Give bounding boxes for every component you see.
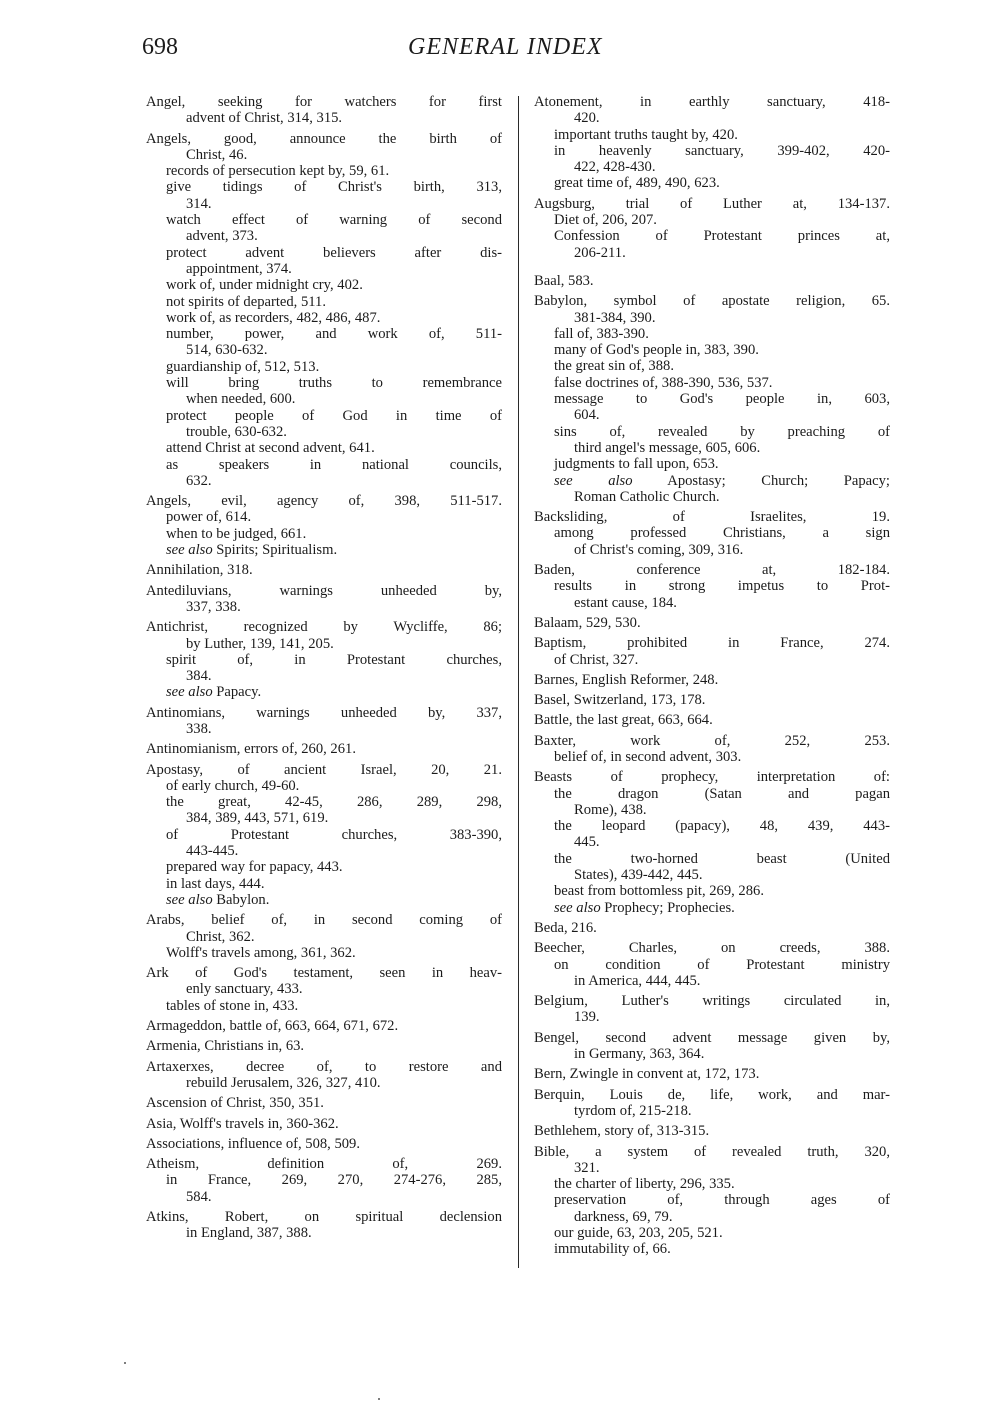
page-title: GENERAL INDEX: [408, 34, 603, 60]
index-subline: among professed Christians, a sign: [554, 525, 890, 542]
index-entry: [534, 1123, 890, 1139]
index-subline: in last days, 444.: [166, 875, 265, 892]
index-subline: the great sin of, 388.: [554, 358, 674, 375]
index-subline: of Protestant churches, 383-390,: [166, 826, 502, 843]
index-entry: [534, 692, 890, 708]
index-heading-line: Ark of God's testament, seen in heav-: [146, 965, 502, 982]
index-subline: 338.: [186, 720, 212, 737]
index-subline: Rome), 438.: [574, 801, 647, 818]
index-heading-line: Baden, conference at, 182-184.: [534, 562, 890, 579]
index-heading-line: Antinomians, warnings unheeded by, 337,: [146, 704, 502, 721]
index-subline: important truths taught by, 420.: [554, 126, 738, 143]
index-entry: [534, 1087, 890, 1120]
index-subline: 584.: [186, 1188, 212, 1205]
index-subline: Wolff's travels among, 361, 362.: [166, 944, 356, 961]
index-subline: guardianship of, 512, 513.: [166, 358, 320, 375]
index-subline: appointment, 374.: [186, 260, 292, 277]
index-subline: the dragon (Satan and pagan: [554, 785, 890, 802]
index-heading-line: Asia, Wolff's travels in, 360-362.: [146, 1115, 339, 1132]
index-entry: [534, 509, 890, 558]
index-subline: Roman Catholic Church.: [574, 488, 720, 505]
index-subline: 514, 630-632.: [186, 342, 268, 359]
index-subline: our guide, 63, 203, 205, 521.: [554, 1225, 723, 1241]
index-subline: of Christ's coming, 309, 316.: [574, 541, 744, 558]
index-subline: the charter of liberty, 296, 335.: [554, 1176, 735, 1193]
index-entry: [146, 965, 502, 1014]
index-subline: as speakers in national councils,: [166, 456, 502, 473]
index-entry: [146, 131, 502, 490]
index-subline: advent, 373.: [186, 228, 258, 245]
index-heading-line: Antinomianism, errors of, 260, 261.: [146, 741, 356, 758]
index-subline: see also Prophecy; Prophecies.: [554, 899, 735, 916]
index-entry: [146, 583, 502, 616]
index-subline: 604.: [574, 407, 600, 424]
index-heading-line: Bern, Zwingle in convent at, 172, 173.: [534, 1066, 760, 1083]
index-entry: [534, 920, 890, 936]
index-heading-line: Angel, seeking for watchers for first: [146, 94, 502, 110]
index-entry: [534, 1066, 890, 1082]
index-heading-line: Bible, a system of revealed truth, 320,: [534, 1143, 890, 1160]
index-subline: work of, under midnight cry, 402.: [166, 277, 363, 294]
see-also-label: see also: [166, 891, 213, 908]
index-subline: 321.: [574, 1159, 600, 1176]
index-subline: 445.: [574, 834, 600, 851]
speck: [124, 1362, 126, 1364]
index-subline: when to be judged, 661.: [166, 525, 307, 542]
index-heading-line: Atkins, Robert, on spiritual declension: [146, 1209, 502, 1225]
index-subline: watch effect of warning of second: [166, 212, 502, 229]
index-subline: 443-445.: [186, 843, 239, 860]
index-heading-line: Associations, influence of, 508, 509.: [146, 1135, 361, 1152]
index-entry: [146, 493, 502, 558]
index-entry: [534, 672, 890, 688]
index-subline: prepared way for papacy, 443.: [166, 859, 343, 876]
index-subline: advent of Christ, 314, 315.: [186, 110, 343, 127]
index-subline: in Germany, 363, 364.: [574, 1046, 705, 1063]
index-subline: will bring truths to remembrance: [166, 375, 502, 392]
index-entry: [534, 94, 890, 192]
index-entry: [534, 1144, 890, 1258]
index-heading-line: Bethlehem, story of, 313-315.: [534, 1123, 710, 1140]
index-subline: number, power, and work of, 511-: [166, 326, 502, 343]
index-entry: [534, 712, 890, 728]
index-heading-line: Berquin, Louis de, life, work, and mar-: [534, 1086, 890, 1103]
index-heading-line: Beasts of prophecy, interpretation of:: [534, 769, 890, 786]
index-heading-line: Baptism, prohibited in France, 274.: [534, 635, 890, 652]
page-number: 698: [142, 34, 178, 60]
index-subline: spirit of, in Protestant churches,: [166, 651, 502, 668]
index-subline: see also Spirits; Spiritualism.: [166, 542, 338, 559]
index-heading-line: Armenia, Christians in, 63.: [146, 1038, 305, 1055]
index-subline: when needed, 600.: [186, 391, 296, 408]
index-subline: fall of, 383-390.: [554, 325, 649, 342]
index-heading-line: Artaxerxes, decree of, to restore and: [146, 1058, 502, 1075]
index-subline: in America, 444, 445.: [574, 972, 701, 989]
index-subline: of early church, 49-60.: [166, 777, 300, 794]
index-subline: 337, 338.: [186, 598, 241, 615]
column-divider: [518, 96, 519, 1268]
index-subline: 206-211.: [574, 244, 626, 261]
index-subline: darkness, 69, 79.: [574, 1208, 673, 1225]
index-entry: [146, 705, 502, 738]
index-heading-line: Apostasy, of ancient Israel, 20, 21.: [146, 761, 502, 778]
index-subline: third angel's message, 605, 606.: [574, 439, 761, 456]
index-entry: [146, 1156, 502, 1205]
see-also-label: see also: [166, 542, 213, 559]
index-heading-line: Antichrist, recognized by Wycliffe, 86;: [146, 619, 502, 636]
index-subline: in England, 387, 388.: [186, 1225, 312, 1242]
index-subline: 384, 389, 443, 571, 619.: [186, 810, 329, 827]
index-entry: [146, 1116, 502, 1132]
see-also-label: see also: [554, 472, 633, 489]
index-subline: protect advent believers after dis-: [166, 244, 502, 261]
index-entry: [146, 1095, 502, 1111]
index-subline: attend Christ at second advent, 641.: [166, 440, 375, 457]
index-entry: [146, 1018, 502, 1034]
index-subline: see also Papacy.: [166, 684, 262, 701]
index-entry: [146, 741, 502, 757]
index-subline: work of, as recorders, 482, 486, 487.: [166, 309, 381, 326]
index-heading-line: Antediluvians, warnings unheeded by,: [146, 582, 502, 599]
index-subline: Christ, 362.: [186, 928, 255, 945]
index-column-right: [534, 94, 890, 1262]
index-column-left: [146, 94, 502, 1246]
index-subline: Christ, 46.: [186, 146, 248, 163]
index-subline: rebuild Jerusalem, 326, 327, 410.: [186, 1074, 381, 1091]
index-subline: 384.: [186, 668, 212, 685]
index-subline: records of persecution kept by, 59, 61.: [166, 163, 390, 180]
index-heading-line: Atheism, definition of, 269.: [146, 1156, 502, 1173]
index-entry: [534, 615, 890, 631]
index-heading-line: Babylon, symbol of apostate religion, 65.: [534, 293, 890, 310]
index-subline: in heavenly sanctuary, 399-402, 420-: [554, 142, 890, 159]
index-entry: [146, 912, 502, 961]
index-entry: [534, 196, 890, 261]
index-entry: [146, 1136, 502, 1152]
index-subline: estant cause, 184.: [574, 594, 677, 611]
index-entry: [534, 940, 890, 989]
index-subline: great time of, 489, 490, 623.: [554, 175, 720, 192]
index-subline: Diet of, 206, 207.: [554, 212, 657, 229]
index-subline: immutability of, 66.: [554, 1241, 671, 1258]
index-subline: see also Apostasy; Church; Papacy;: [554, 472, 890, 489]
index-subline: sins of, revealed by preaching of: [554, 423, 890, 440]
index-heading-line: Belgium, Luther's writings circulated in,: [534, 993, 890, 1010]
index-heading-line: Arabs, belief of, in second coming of: [146, 912, 502, 929]
index-subline: tables of stone in, 433.: [166, 997, 299, 1014]
index-entry: [146, 619, 502, 700]
index-entry: [146, 1038, 502, 1054]
index-heading-line: Battle, the last great, 663, 664.: [534, 712, 713, 729]
index-entry: [146, 94, 502, 127]
index-subline: trouble, 630-632.: [186, 423, 287, 440]
index-entry: [534, 1030, 890, 1063]
index-heading-line: Baal, 583.: [534, 272, 594, 289]
index-entry: [534, 733, 890, 766]
index-heading-line: Beecher, Charles, on creeds, 388.: [534, 940, 890, 957]
index-subline: in France, 269, 270, 274-276, 285,: [166, 1172, 502, 1189]
index-entry: [534, 293, 890, 505]
index-entry: [146, 1059, 502, 1092]
index-heading-line: Angels, good, announce the birth of: [146, 130, 502, 147]
index-subline: 314.: [186, 195, 212, 212]
index-heading-line: Armageddon, battle of, 663, 664, 671, 672.: [146, 1018, 399, 1035]
index-subline: of Christ, 327.: [554, 651, 639, 668]
see-also-label: see also: [166, 684, 213, 701]
index-entry: [534, 635, 890, 668]
index-subline: preservation of, through ages of: [554, 1192, 890, 1209]
index-subline: 420.: [574, 110, 600, 127]
index-subline: false doctrines of, 388-390, 536, 537.: [554, 374, 773, 391]
index-heading-line: Bengel, second advent message given by,: [534, 1029, 890, 1046]
index-subline: on condition of Protestant ministry: [554, 956, 890, 973]
index-subline: Confession of Protestant princes at,: [554, 228, 890, 245]
index-heading-line: Balaam, 529, 530.: [534, 614, 641, 631]
index-subline: give tidings of Christ's birth, 313,: [166, 179, 502, 196]
index-heading-line: Augsburg, trial of Luther at, 134-137.: [534, 195, 890, 212]
index-heading-line: Angels, evil, agency of, 398, 511-517.: [146, 493, 502, 510]
index-entry: [146, 762, 502, 909]
index-subline: the great, 42-45, 286, 289, 298,: [166, 794, 502, 811]
index-heading-line: Annihilation, 318.: [146, 562, 253, 579]
see-also-label: see also: [554, 899, 601, 916]
index-entry: [534, 562, 890, 611]
index-entry: [534, 273, 890, 289]
index-subline: results in strong impetus to Prot-: [554, 578, 890, 595]
index-subline: many of God's people in, 383, 390.: [554, 342, 759, 359]
index-subline: the leopard (papacy), 48, 439, 443-: [554, 818, 890, 835]
index-subline: 381-384, 390.: [574, 309, 656, 326]
index-subline: not spirits of departed, 511.: [166, 293, 326, 310]
index-heading-line: Ascension of Christ, 350, 351.: [146, 1095, 324, 1112]
index-subline: message to God's people in, 603,: [554, 391, 890, 408]
index-subline: protect people of God in time of: [166, 407, 502, 424]
index-heading-line: Backsliding, of Israelites, 19.: [534, 509, 890, 526]
index-subline: tyrdom of, 215-218.: [574, 1102, 692, 1119]
index-heading-line: Beda, 216.: [534, 919, 597, 936]
index-subline: the two-horned beast (United: [554, 850, 890, 867]
index-heading-line: Basel, Switzerland, 173, 178.: [534, 692, 706, 709]
index-heading-line: Barnes, English Reformer, 248.: [534, 671, 719, 688]
index-subline: judgments to fall upon, 653.: [554, 456, 719, 473]
index-heading-line: Atonement, in earthly sanctuary, 418-: [534, 94, 890, 110]
index-subline: power of, 614.: [166, 509, 252, 526]
speck: [378, 1398, 380, 1400]
index-subline: 139.: [574, 1009, 600, 1026]
index-subline: 632.: [186, 472, 212, 489]
index-subline: see also Babylon.: [166, 891, 270, 908]
index-entry: [146, 562, 502, 578]
index-subline: belief of, in second advent, 303.: [554, 748, 742, 765]
index-entry: [146, 1209, 502, 1242]
index-subline: States), 439-442, 445.: [574, 867, 703, 884]
index-subline: enly sanctuary, 433.: [186, 981, 303, 998]
index-subline: beast from bottomless pit, 269, 286.: [554, 883, 764, 900]
index-entry: [534, 769, 890, 916]
index-subline: 422, 428-430.: [574, 159, 656, 176]
index-subline: by Luther, 139, 141, 205.: [186, 635, 334, 652]
index-entry: [534, 993, 890, 1026]
index-heading-line: Baxter, work of, 252, 253.: [534, 732, 890, 749]
